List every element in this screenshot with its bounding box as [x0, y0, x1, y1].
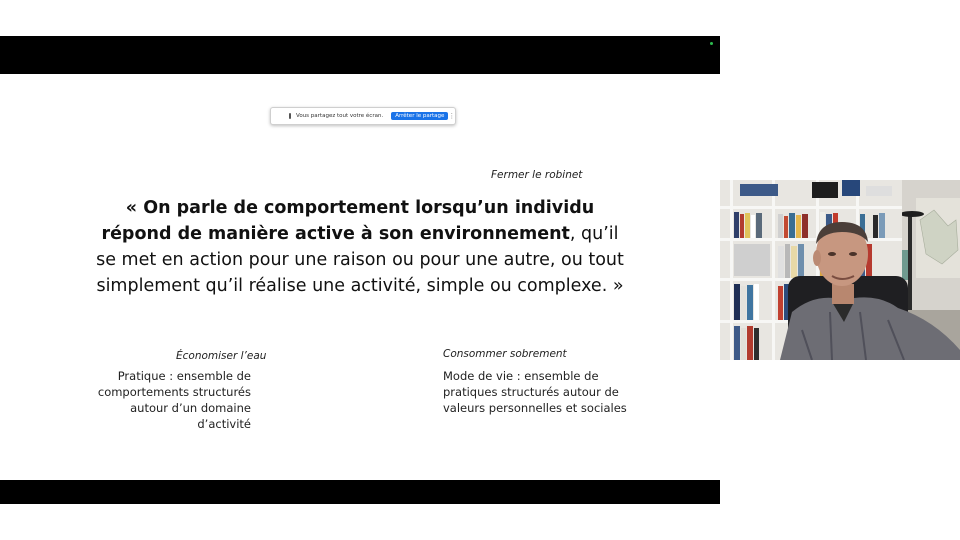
slide-quote: [90, 195, 630, 299]
screen-share-icon: [289, 113, 291, 119]
stop-sharing-button[interactable]: Arrêter le partage: [391, 112, 448, 120]
left-line: comportements structurés: [97, 385, 251, 399]
letterbox-bottom-bar: [0, 480, 720, 504]
more-vertical-icon[interactable]: ⋮: [448, 111, 456, 120]
slide-label-right: Consommer sobrement: [443, 348, 567, 360]
right-line: Mode de vie : ensemble de: [443, 369, 599, 383]
left-line: Pratique : ensemble de: [117, 369, 251, 383]
status-indicator-dot: [710, 42, 713, 45]
left-line: autour d’un domaine d’activité: [130, 401, 251, 431]
screen-share-banner: [270, 107, 456, 125]
slide-label-left: Économiser l’eau: [176, 350, 267, 362]
right-line: valeurs personnelles et sociales: [443, 401, 627, 415]
quote-regular-text: , qu’il se met en action pour une raison ou pour une autre, ou tout simplement qu’il réalise une activité, simple ou complexe. »: [96, 224, 624, 296]
quote-bold-text: « On parle de comportement lorsqu’un individu répond de manière active à son environnement: [101, 198, 595, 244]
video-frame-illustration: [720, 180, 960, 360]
share-status-text: Vous partagez tout votre écran.: [296, 113, 384, 119]
slide-label-top: Fermer le robinet: [491, 169, 583, 181]
participant-video-feed[interactable]: [720, 180, 960, 360]
right-line: pratiques structurés autour de: [443, 385, 619, 399]
slide-block-left: [80, 368, 251, 432]
letterbox-top-bar: [0, 36, 720, 74]
slide-block-right: [443, 368, 643, 416]
